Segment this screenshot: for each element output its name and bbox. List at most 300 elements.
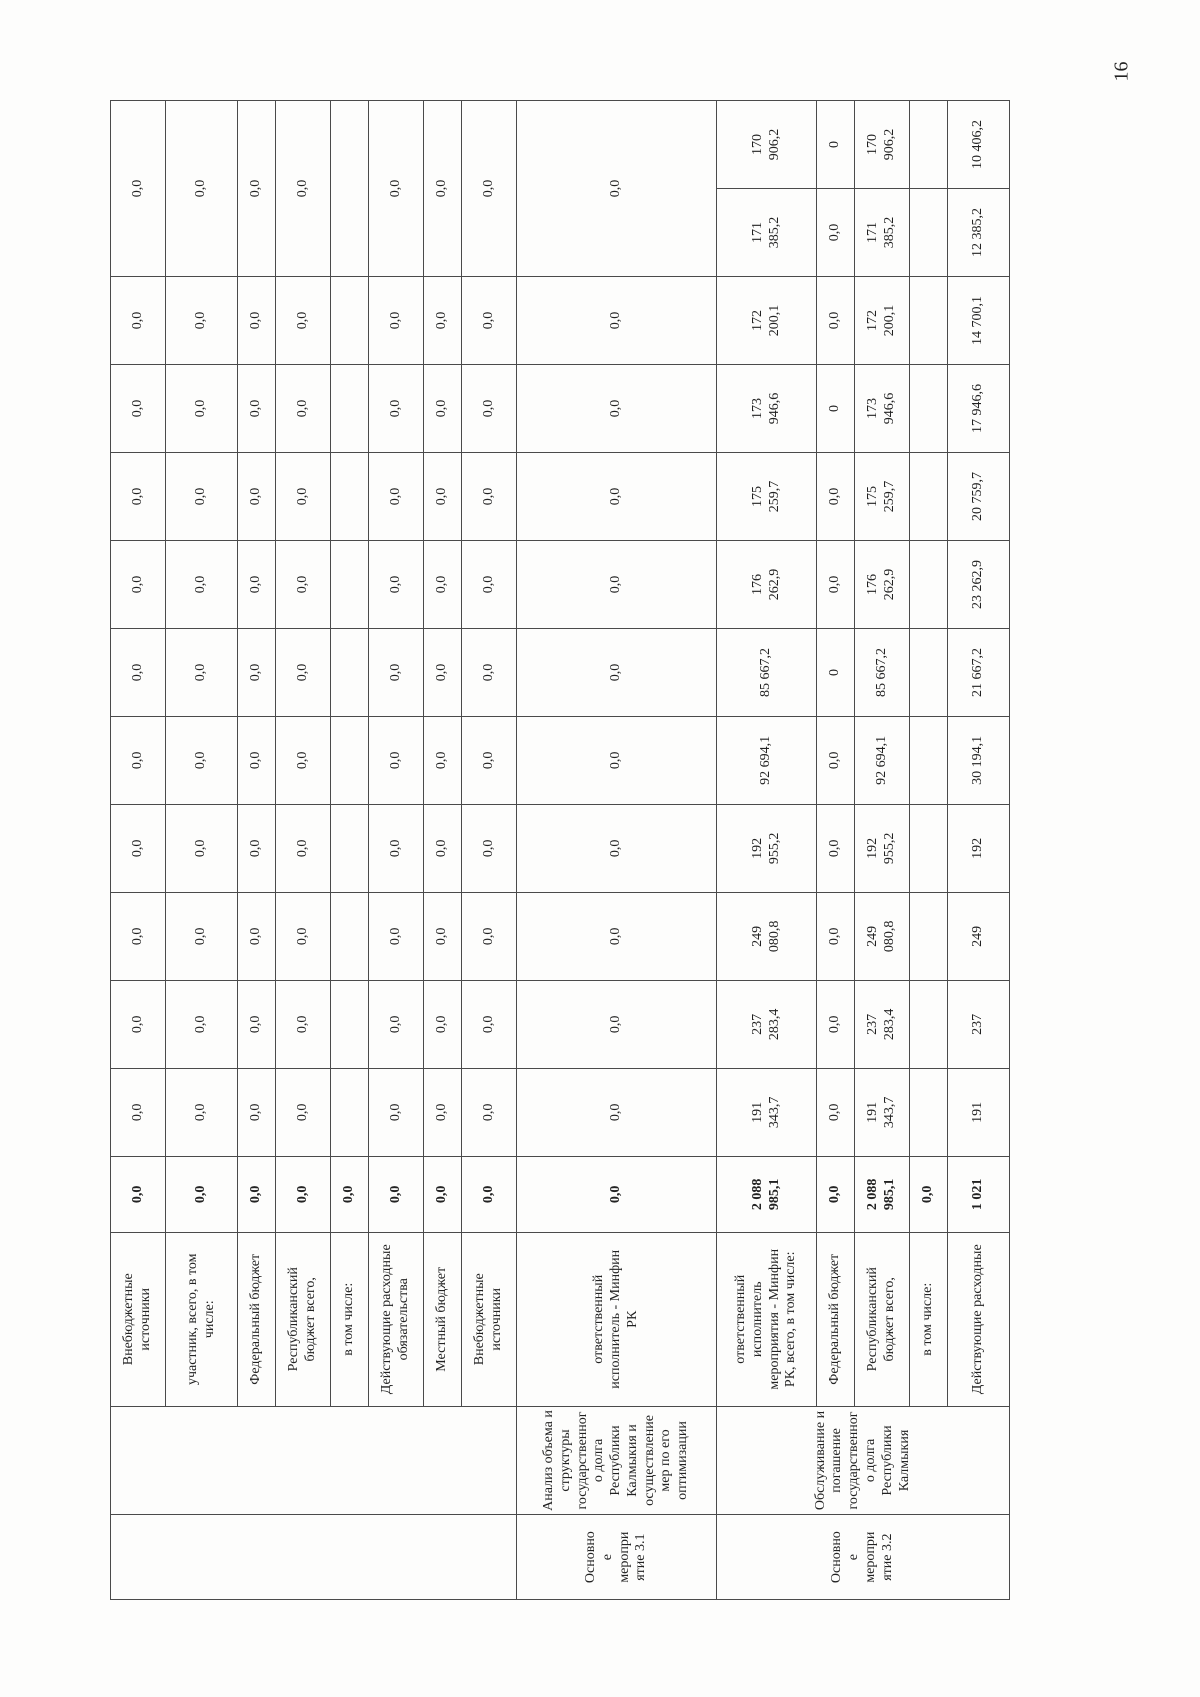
cell-text: 14 700,1	[970, 296, 986, 345]
year-value-cell	[717, 1068, 817, 1156]
cell-text: 0,0	[193, 927, 209, 946]
cell-text: 0,0	[480, 751, 496, 770]
year-value-cell	[855, 277, 910, 365]
year-value-cell	[238, 980, 276, 1068]
cell-text: 0,0	[920, 1185, 936, 1204]
year-value-cell	[462, 1068, 517, 1156]
year-value-cell	[111, 452, 166, 540]
cell-text: 191	[970, 1101, 986, 1123]
cell-text: 173 946,6	[865, 392, 897, 425]
cell-text: 0,0	[827, 927, 843, 946]
year-value-cell	[238, 804, 276, 892]
cell-text: 175 259,7	[865, 480, 897, 513]
funding-source-cell	[424, 1232, 462, 1406]
cell-text: 0,0	[608, 399, 624, 418]
year-value-cell	[331, 452, 369, 540]
cell-text: 0,0	[294, 487, 310, 506]
cell-text: 0,0	[193, 839, 209, 858]
year-value-cell	[817, 804, 855, 892]
cell-text: 0,0	[294, 575, 310, 594]
cell-text: 0,0	[480, 927, 496, 946]
year-value-cell	[948, 716, 1010, 804]
cell-text: 171 385,2	[749, 216, 782, 249]
year-value-cell	[424, 277, 462, 365]
year-value-cell	[817, 277, 855, 365]
cell-text: 85 667,2	[758, 647, 774, 697]
cell-text: 0,0	[608, 927, 624, 946]
table-row	[276, 101, 331, 1600]
year-value-cell	[910, 364, 948, 452]
year-value-cell	[717, 804, 817, 892]
year-value-cell	[424, 540, 462, 628]
year-value-cell	[276, 277, 331, 365]
cell-text: 0,0	[129, 663, 145, 682]
page-number: 16	[1110, 61, 1133, 82]
year-value-cell	[424, 716, 462, 804]
cell-text: 0,0	[608, 1015, 624, 1034]
year-value-cell	[331, 540, 369, 628]
total-cell	[369, 1156, 424, 1232]
cell-text: Федеральный бюджет	[827, 1253, 843, 1385]
funding-source-cell	[948, 1232, 1010, 1406]
measure-number-cell	[517, 1515, 717, 1600]
cell-text: 175 259,7	[749, 480, 782, 513]
year-value-cell	[948, 980, 1010, 1068]
cell-text: 0,0	[480, 1185, 496, 1204]
year-value-cell	[276, 540, 331, 628]
cell-text: 0,0	[193, 751, 209, 770]
measure-name-cell	[517, 1406, 717, 1515]
year-value-cell	[238, 364, 276, 452]
total-cell	[910, 1156, 948, 1232]
cell-text: 1 021	[970, 1178, 986, 1211]
year-value-cell	[948, 804, 1010, 892]
cell-text: 17 946,6	[970, 383, 986, 433]
total-cell	[276, 1156, 331, 1232]
year-value-cell	[717, 189, 817, 277]
cell-text: 176 262,9	[749, 568, 782, 601]
cell-text: 0,0	[434, 927, 450, 946]
year-value-cell	[855, 452, 910, 540]
cell-text: 0,0	[434, 1185, 450, 1204]
year-value-cell	[369, 980, 424, 1068]
year-value-cell	[424, 364, 462, 452]
table-row	[855, 101, 910, 1600]
cell-text: 0,0	[129, 575, 145, 594]
cell-text: участник, всего, в том числе:	[184, 1253, 217, 1386]
year-value-cell	[462, 540, 517, 628]
year-value-cell	[424, 1068, 462, 1156]
cell-text: 0,0	[294, 311, 310, 330]
year-value-cell	[369, 540, 424, 628]
year-value-cell	[517, 452, 717, 540]
cell-text: 0,0	[248, 399, 264, 418]
cell-text: 0,0	[434, 311, 450, 330]
cell-text: Федеральный бюджет	[248, 1253, 264, 1385]
total-cell	[855, 1156, 910, 1232]
cell-text: 0,0	[387, 1103, 403, 1122]
year-value-cell	[238, 452, 276, 540]
cell-text: 0,0	[434, 487, 450, 506]
year-value-cell	[276, 716, 331, 804]
year-value-cell	[111, 980, 166, 1068]
year-value-cell	[717, 980, 817, 1068]
cell-text: 0,0	[248, 663, 264, 682]
cell-text: 20 759,7	[970, 471, 986, 521]
year-value-cell	[817, 189, 855, 277]
year-value-cell	[276, 804, 331, 892]
cell-text: 0,0	[480, 179, 496, 198]
year-value-cell	[111, 716, 166, 804]
cell-text: 0,0	[129, 179, 145, 198]
cell-text: в том числе:	[341, 1282, 357, 1356]
cell-text: 0,0	[129, 1015, 145, 1034]
cell-text: 0,0	[193, 1015, 209, 1034]
cell-text: 171 385,2	[865, 216, 897, 249]
cell-text: 0,0	[480, 311, 496, 330]
table-row	[111, 101, 166, 1600]
year-value-cell	[817, 452, 855, 540]
cell-text: 0,0	[248, 487, 264, 506]
year-value-cell	[517, 716, 717, 804]
year-value-cell	[517, 1068, 717, 1156]
cell-text: 170 906,2	[749, 128, 782, 161]
cell-text: Внебюджетные источники	[121, 1273, 153, 1366]
cell-text: 0,0	[294, 179, 310, 198]
cell-text: Республиканский бюджет всего,	[286, 1267, 318, 1372]
cell-text: 191 343,7	[749, 1096, 782, 1129]
table-row	[369, 101, 424, 1600]
funding-source-cell	[331, 1232, 369, 1406]
cell-text: 0,0	[608, 663, 624, 682]
cell-text: 0,0	[248, 311, 264, 330]
year-value-cell	[111, 804, 166, 892]
table-row	[462, 101, 517, 1600]
table-sheet	[110, 100, 1070, 1600]
cell-text: 172 200,1	[749, 304, 782, 337]
year-value-cell	[424, 628, 462, 716]
cell-text: 237	[970, 1013, 986, 1035]
table-row	[517, 101, 717, 1600]
year-value-cell	[948, 452, 1010, 540]
year-value-cell	[855, 892, 910, 980]
cell-text: 0,0	[294, 1185, 310, 1204]
year-value-cell	[331, 804, 369, 892]
year-value-cell	[462, 980, 517, 1068]
year-value-cell	[462, 804, 517, 892]
cell-text: 0,0	[387, 399, 403, 418]
funding-source-cell	[717, 1232, 817, 1406]
measure-number-cell	[717, 1515, 1010, 1600]
cell-text: 192 955,2	[865, 832, 897, 865]
year-value-cell	[717, 452, 817, 540]
cell-text: 0,0	[434, 1103, 450, 1122]
year-value-cell	[517, 980, 717, 1068]
year-value-cell	[855, 980, 910, 1068]
cell-text: 0,0	[434, 839, 450, 858]
year-value-cell	[462, 364, 517, 452]
year-value-cell	[369, 452, 424, 540]
cell-text: 0,0	[129, 839, 145, 858]
cell-text: 0,0	[193, 663, 209, 682]
year-value-cell	[166, 540, 238, 628]
year-value-cell	[717, 277, 817, 365]
year-value-cell	[910, 277, 948, 365]
year-value-cell	[238, 716, 276, 804]
year-value-cell	[717, 101, 817, 189]
year-value-cell	[948, 277, 1010, 365]
cell-text: 0,0	[387, 751, 403, 770]
year-value-cell	[948, 364, 1010, 452]
cell-text: 0,0	[827, 575, 843, 594]
total-cell	[111, 1156, 166, 1232]
table-row	[910, 101, 948, 1600]
total-cell	[948, 1156, 1010, 1232]
cell-text: 0,0	[248, 1185, 264, 1204]
total-cell	[462, 1156, 517, 1232]
year-value-cell	[910, 1068, 948, 1156]
funding-source-cell	[238, 1232, 276, 1406]
cell-text: 0,0	[248, 575, 264, 594]
year-value-cell	[910, 452, 948, 540]
cell-text: 0,0	[827, 223, 843, 242]
year-value-cell	[948, 540, 1010, 628]
cell-text: 0,0	[387, 663, 403, 682]
cell-text: 0,0	[827, 1015, 843, 1034]
cell-text: 249 080,8	[865, 920, 897, 953]
year-value-cell	[276, 452, 331, 540]
year-value-cell	[166, 452, 238, 540]
cell-text: Республиканский бюджет всего,	[865, 1267, 897, 1372]
cell-text: 0,0	[294, 1015, 310, 1034]
year-value-cell	[238, 101, 276, 277]
cell-text: 2 088 985,1	[865, 1178, 897, 1211]
cell-text: 0,0	[480, 663, 496, 682]
cell-text: 0,0	[248, 839, 264, 858]
year-value-cell	[462, 277, 517, 365]
year-value-cell	[717, 364, 817, 452]
year-value-cell	[855, 804, 910, 892]
year-value-cell	[166, 980, 238, 1068]
year-value-cell	[369, 628, 424, 716]
cell-text: 0,0	[129, 311, 145, 330]
year-value-cell	[238, 628, 276, 716]
cell-text: 0,0	[129, 751, 145, 770]
year-value-cell	[717, 716, 817, 804]
year-value-cell	[111, 540, 166, 628]
year-value-cell	[276, 101, 331, 277]
cell-text: 23 262,9	[970, 559, 986, 609]
table-row	[948, 101, 1010, 1600]
year-value-cell	[166, 804, 238, 892]
cell-text: 0,0	[387, 1015, 403, 1034]
year-value-cell	[424, 452, 462, 540]
year-value-cell	[166, 364, 238, 452]
year-value-cell	[276, 628, 331, 716]
funding-source-cell	[111, 1232, 166, 1406]
cell-text: 0,0	[434, 179, 450, 198]
year-value-cell	[910, 804, 948, 892]
cell-text: Анализ объема и структуры государственног о долга Республики Калмыкия и осуществление мер по его оптимизации	[540, 1410, 691, 1511]
table-row	[166, 101, 238, 1600]
cell-text: 0,0	[193, 311, 209, 330]
cell-text: 0,0	[193, 1185, 209, 1204]
year-value-cell	[276, 1068, 331, 1156]
cell-text: 192 955,2	[749, 832, 782, 865]
year-value-cell	[817, 716, 855, 804]
cell-text: 191 343,7	[865, 1096, 897, 1129]
year-value-cell	[855, 540, 910, 628]
cell-text: 0,0	[608, 487, 624, 506]
cell-text: 0,0	[294, 663, 310, 682]
cell-text: 172 200,1	[865, 304, 897, 337]
cell-text: 0,0	[248, 179, 264, 198]
year-value-cell	[331, 364, 369, 452]
cell-text: 0,0	[480, 575, 496, 594]
cell-text: 0,0	[294, 927, 310, 946]
cell-text: 0,0	[827, 311, 843, 330]
year-value-cell	[517, 540, 717, 628]
cell-text: 0,0	[608, 1103, 624, 1122]
cell-text: 12 385,2	[970, 208, 986, 258]
table-row	[717, 101, 817, 1600]
year-value-cell	[817, 101, 855, 189]
cell-text: 0,0	[608, 575, 624, 594]
funding-source-cell	[817, 1232, 855, 1406]
year-value-cell	[855, 1068, 910, 1156]
cell-text: 170 906,2	[865, 128, 897, 161]
year-value-cell	[331, 101, 369, 277]
cell-text: 0,0	[434, 663, 450, 682]
cell-text: 0	[827, 404, 843, 412]
year-value-cell	[855, 101, 910, 189]
year-value-cell	[517, 101, 717, 277]
cell-text: 0,0	[193, 399, 209, 418]
year-value-cell	[517, 892, 717, 980]
year-value-cell	[238, 892, 276, 980]
cell-text: 85 667,2	[873, 647, 889, 697]
cell-text: 0,0	[827, 1103, 843, 1122]
table-row	[424, 101, 462, 1600]
cell-text: 237 283,4	[865, 1008, 897, 1041]
cell-text: 0,0	[193, 179, 209, 198]
year-value-cell	[331, 628, 369, 716]
cell-text: 249 080,8	[749, 920, 782, 953]
cell-text: 0,0	[387, 1185, 403, 1204]
cell-text: 0,0	[193, 1103, 209, 1122]
year-value-cell	[369, 364, 424, 452]
year-value-cell	[910, 628, 948, 716]
cell-text: 0	[827, 141, 843, 149]
cell-text: 0,0	[434, 575, 450, 594]
cell-text: 173 946,6	[749, 392, 782, 425]
year-value-cell	[369, 892, 424, 980]
cell-text: Основно е меропри ятие 3.2	[829, 1531, 895, 1584]
cell-text: 0	[827, 668, 843, 676]
year-value-cell	[424, 980, 462, 1068]
cell-text: в том числе:	[920, 1282, 936, 1356]
cell-text: 0,0	[387, 487, 403, 506]
year-value-cell	[855, 189, 910, 277]
cell-text: 237 283,4	[749, 1008, 782, 1041]
year-value-cell	[424, 101, 462, 277]
cell-text: 0,0	[294, 751, 310, 770]
cell-text: 0,0	[193, 487, 209, 506]
cell-text: 21 667,2	[970, 647, 986, 697]
blank-cell	[111, 1406, 517, 1515]
funding-source-cell	[166, 1232, 238, 1406]
funding-source-cell	[462, 1232, 517, 1406]
funding-source-cell	[517, 1232, 717, 1406]
cell-text: ответственный исполнитель мероприятия - Минфин РК, всего, в том числе:	[732, 1248, 799, 1390]
year-value-cell	[517, 804, 717, 892]
year-value-cell	[369, 277, 424, 365]
total-cell	[166, 1156, 238, 1232]
year-value-cell	[276, 892, 331, 980]
year-value-cell	[462, 716, 517, 804]
cell-text: 0,0	[294, 839, 310, 858]
funding-table	[110, 100, 1010, 1600]
cell-text: 0,0	[129, 927, 145, 946]
cell-text: 0,0	[827, 839, 843, 858]
cell-text: 92 694,1	[758, 735, 774, 785]
year-value-cell	[462, 628, 517, 716]
cell-text: 0,0	[387, 839, 403, 858]
cell-text: Местный бюджет	[434, 1266, 450, 1372]
year-value-cell	[855, 716, 910, 804]
cell-text: Внебюджетные источники	[472, 1273, 504, 1366]
cell-text: 192	[970, 837, 986, 859]
year-value-cell	[517, 364, 717, 452]
year-value-cell	[111, 628, 166, 716]
cell-text: 0,0	[129, 1103, 145, 1122]
year-value-cell	[910, 892, 948, 980]
cell-text: 0,0	[341, 1185, 357, 1204]
year-value-cell	[369, 1068, 424, 1156]
year-value-cell	[369, 804, 424, 892]
cell-text: 30 194,1	[970, 735, 986, 785]
year-value-cell	[369, 101, 424, 277]
cell-text: 0,0	[608, 1185, 624, 1204]
cell-text: 0,0	[480, 1015, 496, 1034]
year-value-cell	[166, 892, 238, 980]
year-value-cell	[424, 892, 462, 980]
year-value-cell	[111, 1068, 166, 1156]
cell-text: 0,0	[480, 399, 496, 418]
funding-source-cell	[369, 1232, 424, 1406]
year-value-cell	[717, 540, 817, 628]
cell-text: 0,0	[608, 179, 624, 198]
year-value-cell	[276, 980, 331, 1068]
year-value-cell	[166, 716, 238, 804]
cell-text: 176 262,9	[865, 568, 897, 601]
year-value-cell	[111, 277, 166, 365]
cell-text: 0,0	[387, 927, 403, 946]
funding-source-cell	[855, 1232, 910, 1406]
cell-text: 0,0	[387, 179, 403, 198]
cell-text: 0,0	[434, 1015, 450, 1034]
year-value-cell	[331, 892, 369, 980]
year-value-cell	[166, 628, 238, 716]
cell-text: 92 694,1	[873, 735, 889, 785]
year-value-cell	[331, 980, 369, 1068]
cell-text: 0,0	[129, 399, 145, 418]
cell-text: 2 088 985,1	[749, 1178, 782, 1211]
year-value-cell	[948, 628, 1010, 716]
year-value-cell	[238, 540, 276, 628]
cell-text: 0,0	[387, 575, 403, 594]
year-value-cell	[910, 716, 948, 804]
